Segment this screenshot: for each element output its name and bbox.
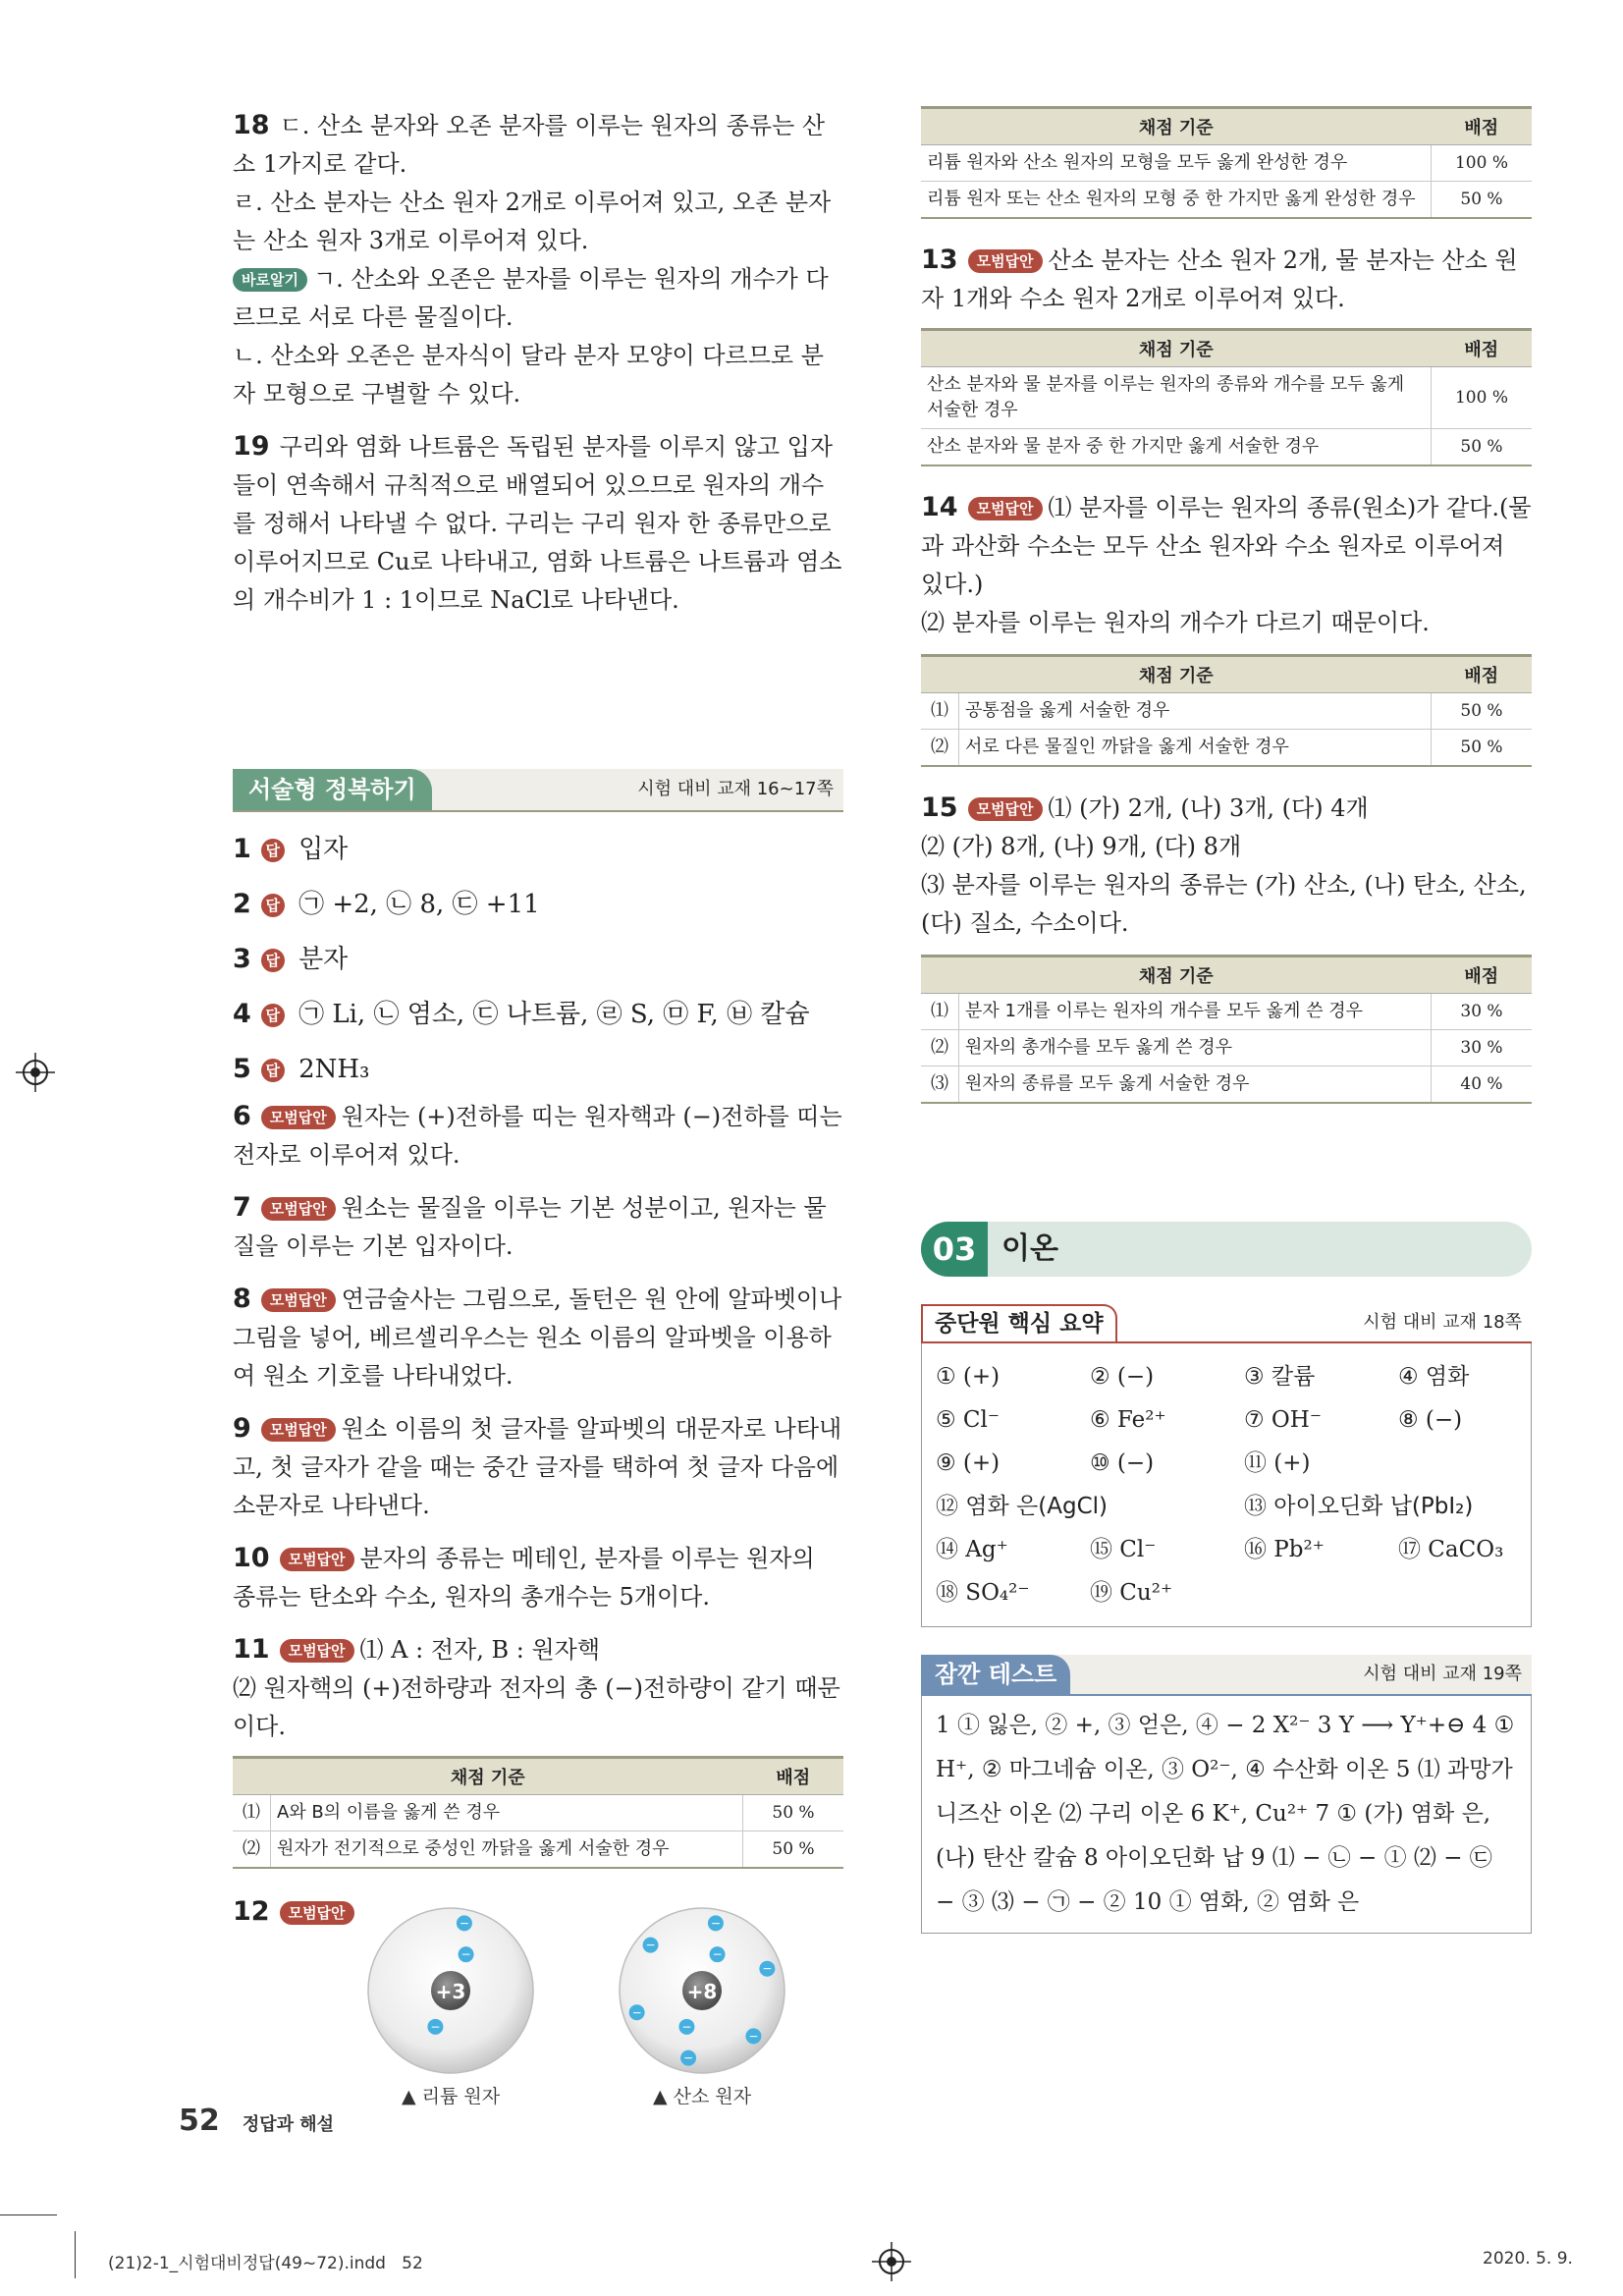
answer-text: ㉠ +2, ㉡ 8, ㉢ +11	[298, 890, 540, 919]
left-column	[233, 106, 843, 2107]
registration-mark-bottom	[872, 2242, 911, 2281]
summary-item: ⑧ (−)	[1398, 1407, 1463, 1433]
model-answer-badge: 모범답안	[261, 1288, 336, 1312]
scoring-table-14	[921, 654, 1532, 767]
answer-3	[233, 932, 843, 987]
section-header-essay	[233, 769, 843, 812]
table-row: ⑵ 원자의 총개수를 모두 옳게 쓴 경우 30 %	[921, 1030, 1532, 1066]
registration-mark-left	[16, 1053, 55, 1092]
table-header-points: 배점	[1432, 656, 1533, 693]
model-answer-badge: 모범답안	[968, 797, 1043, 821]
summary-item: ⑬ 아이오딘화 납(PbI₂)	[1244, 1494, 1474, 1519]
right-column	[921, 106, 1532, 1934]
q15-line2: ⑵ (가) 8개, (나) 9개, (다) 8개	[921, 833, 1242, 860]
summary-item: ⑲ Cu²⁺	[1090, 1580, 1173, 1606]
table-row: 리튬 원자 또는 산소 원자의 모형 중 한 가지만 옳게 완성한 경우 50 %	[921, 182, 1532, 219]
table-header-criteria: 채점 기준	[233, 1758, 743, 1795]
answer-number: 5	[233, 1054, 251, 1084]
summary-item: ⑦ OH⁻	[1244, 1407, 1322, 1433]
quick-test-answers: 1 ① 잃은, ② +, ③ 얻은, ④ − 2 X²⁻ 3 Y ⟶ Y⁺+⊖ 4 ① H⁺, ② 마그네슘 이온, ③ O²⁻, ④ 수산화 이온 5 ⑴ 과망가니즈산 이온 ⑵ 구리 이온 6 K⁺, Cu²⁺ 7 ① (가) 염화 은, (나) 탄산 칼슘 8 아이오딘화 납 9 ⑴ − ㉡ − ① ⑵ − ㉢ − ③ ⑶ − ㉠ − ② 10 ① 염화, ② 염화 은	[921, 1696, 1532, 1934]
q9-text: 원소 이름의 첫 글자를 알파벳의 대문자로 나타내고, 첫 글자가 같을 때는 중간 글자를 택하여 첫 글자 다음에 소문자로 나타낸다.	[233, 1415, 842, 1519]
question-number: 7	[233, 1192, 251, 1223]
table-row: 산소 분자와 물 분자를 이루는 원자의 종류와 개수를 모두 옳게 서술한 경우 100 %	[921, 367, 1532, 429]
scoring-table-12	[921, 106, 1532, 219]
q14-line2: ⑵ 분자를 이루는 원자의 개수가 다르기 때문이다.	[921, 609, 1430, 636]
oxygen-atom-model	[620, 1908, 784, 2107]
model-answer-badge: 모범답안	[261, 1197, 336, 1221]
print-date: 2020. 5. 9.	[1483, 2249, 1573, 2269]
q18-line2: ㄹ. 산소 분자는 산소 원자 2개로 이루어져 있고, 오존 분자는 산소 원자 3개로 이루어져 있다.	[233, 189, 832, 254]
file-info: (21)2-1_시험대비정답(49~72).indd 52	[108, 2254, 423, 2273]
question-number: 8	[233, 1284, 251, 1314]
answer-number: 2	[233, 889, 251, 919]
question-number: 18	[233, 110, 270, 140]
table-row: 리튬 원자와 산소 원자의 모형을 모두 옳게 완성한 경우 100 %	[921, 145, 1532, 182]
summary-item: ⑥ Fe²⁺	[1090, 1407, 1166, 1433]
summary-item: ⑭ Ag⁺	[936, 1537, 1008, 1562]
answer-badge: 답	[261, 894, 285, 917]
q15-line1: ⑴ (가) 2개, (나) 3개, (다) 4개	[1048, 794, 1369, 822]
table-header-points: 배점	[1432, 330, 1533, 367]
summary-item: ⑰ CaCO₃	[1398, 1537, 1504, 1562]
electron-sign: −	[631, 2005, 642, 2020]
question-number: 14	[921, 492, 958, 522]
summary-item: ① (+)	[936, 1364, 1001, 1390]
summary-item: ⑫ 염화 은(AgCl)	[936, 1494, 1109, 1519]
electron-sign: −	[645, 1938, 656, 1952]
question-18	[233, 106, 843, 413]
atom-caption: ▲ 산소 원자	[652, 2086, 752, 2107]
summary-reference: 시험 대비 교재 18쪽	[1363, 1312, 1522, 1333]
question-14	[921, 488, 1532, 767]
section-reference: 시험 대비 교재 16~17쪽	[637, 779, 834, 799]
summary-box	[921, 1304, 1532, 1627]
q11-line1: ⑴ A : 전자, B : 원자핵	[359, 1636, 601, 1664]
quick-test-header	[921, 1655, 1532, 1696]
answer-number: 4	[233, 999, 251, 1029]
question-13	[921, 241, 1532, 466]
answer-text: 입자	[298, 835, 349, 864]
summary-item: ⑩ (−)	[1090, 1450, 1155, 1476]
question-9	[233, 1409, 843, 1525]
summary-item: ③ 칼륨	[1244, 1364, 1316, 1390]
page-footer	[179, 2104, 334, 2138]
model-answer-badge: 모범답안	[968, 249, 1043, 273]
question-number: 15	[921, 793, 958, 823]
model-answer-badge: 모범답안	[280, 1639, 354, 1663]
question-6	[233, 1097, 843, 1175]
table-header-points: 배점	[1432, 957, 1533, 994]
nucleus-charge: +8	[686, 1980, 718, 2003]
question-number: 19	[233, 431, 270, 462]
answer-1	[233, 822, 843, 877]
q18-line3: ㄱ. 산소와 오존은 분자를 이루는 원자의 개수가 다르므로 서로 다른 물질이다.	[233, 265, 829, 331]
q6-text: 원자는 (+)전하를 띠는 원자핵과 (−)전하를 띠는 전자로 이루어져 있다.	[233, 1103, 842, 1169]
question-15	[921, 789, 1532, 1104]
question-19	[233, 427, 843, 620]
question-number: 6	[233, 1101, 251, 1131]
answer-text: 2NH₃	[298, 1055, 370, 1084]
nucleus-charge: +3	[435, 1980, 466, 2003]
table-row: ⑶ 원자의 종류를 모두 옳게 서술한 경우 40 %	[921, 1066, 1532, 1104]
question-7	[233, 1188, 843, 1266]
summary-item: ⑪ (+)	[1244, 1450, 1311, 1476]
scoring-table-15	[921, 955, 1532, 1104]
electron-sign: −	[762, 1961, 773, 1976]
answer-2	[233, 877, 843, 932]
answer-text: 분자	[298, 945, 349, 974]
summary-item: ⑮ Cl⁻	[1090, 1537, 1157, 1562]
question-number: 13	[921, 245, 958, 275]
table-header-points: 배점	[743, 1758, 844, 1795]
model-answer-badge: 모범답안	[261, 1106, 336, 1129]
correction-badge: 바로알기	[233, 268, 307, 292]
electron-sign: −	[459, 1916, 469, 1931]
electron-sign: −	[460, 1947, 471, 1962]
chapter-header	[921, 1222, 1532, 1277]
table-row: ⑴ 분자 1개를 이루는 원자의 개수를 모두 옳게 쓴 경우 30 %	[921, 994, 1532, 1030]
table-row: ⑴ A와 B의 이름을 옳게 쓴 경우 50 %	[233, 1795, 843, 1831]
question-number: 12	[233, 1896, 270, 1927]
electron-sign: −	[430, 2019, 441, 2034]
question-10	[233, 1539, 843, 1616]
electron-sign: −	[681, 2019, 692, 2034]
question-number: 9	[233, 1413, 251, 1444]
q14-line1: ⑴ 분자를 이루는 원자의 종류(원소)가 같다.(물과 과산화 수소는 모두 산소 원자와 수소 원자로 이루어져 있다.)	[921, 494, 1532, 598]
table-row: 산소 분자와 물 분자 중 한 가지만 옳게 서술한 경우 50 %	[921, 429, 1532, 466]
q15-line3: ⑶ 분자를 이루는 원자의 종류는 (가) 산소, (나) 탄소, 산소, (다) 질소, 수소이다.	[921, 871, 1527, 937]
q10-text: 분자의 종류는 메테인, 분자를 이루는 원자의 종류는 탄소와 수소, 원자의 총개수는 5개이다.	[233, 1545, 815, 1611]
answer-badge: 답	[261, 1004, 285, 1027]
q8-text: 연금술사는 그림으로, 돌턴은 원 안에 알파벳이나 그림을 넣어, 베르셀리우스는 원소 이름의 알파벳을 이용하여 원소 기호를 나타내었다.	[233, 1285, 842, 1390]
page-number: 52	[179, 2104, 220, 2138]
q19-text: 구리와 염화 나트륨은 독립된 분자를 이루지 않고 입자들이 연속해서 규칙적으로 배열되어 있으므로 원자의 개수를 정해서 나타낼 수 없다. 구리는 구리 원자 한 종류만으로 이루어지므로 Cu로 나타내고, 염화 나트륨은 나트륨과 염소의 개수비가 1 : 1이므로 NaCl로 나타낸다.	[233, 433, 842, 614]
electron-sign: −	[710, 1916, 721, 1931]
chapter-number: 03	[921, 1222, 988, 1277]
answer-badge: 답	[261, 949, 285, 972]
q7-text: 원소는 물질을 이루는 기본 성분이고, 원자는 물질을 이루는 기본 입자이다.	[233, 1194, 827, 1260]
answer-number: 1	[233, 834, 251, 864]
table-row: ⑵ 원자가 전기적으로 중성인 까닭을 옳게 서술한 경우 50 %	[233, 1831, 843, 1869]
electron-sign: −	[683, 2050, 694, 2065]
summary-title: 중단원 핵심 요약	[921, 1304, 1117, 1341]
q18-line1: ㄷ. 산소 분자와 오존 분자를 이루는 원자의 종류는 산소 1가지로 같다.	[233, 112, 826, 178]
quick-test-reference: 시험 대비 교재 19쪽	[1363, 1664, 1522, 1684]
atom-caption: ▲ 리튬 원자	[401, 2086, 501, 2107]
summary-item: ② (−)	[1090, 1364, 1155, 1390]
answer-text: ㉠ Li, ㉡ 염소, ㉢ 나트륨, ㉣ S, ㉤ F, ㉥ 칼슘	[298, 1000, 810, 1029]
table-row: ⑴ 공통점을 옳게 서술한 경우 50 %	[921, 693, 1532, 730]
model-answer-badge: 모범답안	[280, 1548, 354, 1571]
summary-item: ⑨ (+)	[936, 1450, 1001, 1476]
answer-number: 3	[233, 944, 251, 974]
summary-body	[921, 1343, 1532, 1627]
electron-sign: −	[748, 2029, 759, 2044]
question-8	[233, 1280, 843, 1395]
answer-4	[233, 987, 843, 1042]
scoring-table-13	[921, 328, 1532, 466]
scoring-table-11	[233, 1756, 843, 1869]
q11-line2: ⑵ 원자핵의 (+)전하량과 전자의 총 (−)전하량이 같기 때문이다.	[233, 1674, 840, 1740]
quick-test-title: 잠깐 테스트	[921, 1655, 1070, 1694]
table-header-criteria: 채점 기준	[921, 108, 1432, 145]
crop-mark	[75, 2231, 76, 2278]
page-label: 정답과 해설	[242, 2114, 335, 2135]
table-header-criteria: 채점 기준	[921, 957, 1432, 994]
q13-text: 산소 분자는 산소 원자 2개, 물 분자는 산소 원자 1개와 수소 원자 2개로 이루어져 있다.	[921, 246, 1518, 312]
question-11	[233, 1630, 843, 1869]
lithium-atom-model	[368, 1908, 533, 2107]
atom-models-figure	[233, 1892, 843, 2118]
table-row: ⑵ 서로 다른 물질인 까닭을 옳게 서술한 경우 50 %	[921, 730, 1532, 767]
summary-grid	[936, 1355, 1517, 1614]
model-answer-badge: 모범답안	[261, 1418, 336, 1442]
table-header-points: 배점	[1432, 108, 1533, 145]
answer-list	[233, 822, 843, 1097]
question-number: 11	[233, 1634, 270, 1665]
summary-item: ⑤ Cl⁻	[936, 1407, 1001, 1433]
question-12	[233, 1892, 843, 2107]
answer-badge: 답	[261, 839, 285, 862]
crop-mark	[0, 2214, 57, 2215]
summary-header	[921, 1304, 1532, 1343]
answer-badge: 답	[261, 1059, 285, 1082]
q18-line4: ㄴ. 산소와 오존은 분자식이 달라 분자 모양이 다르므로 분자 모형으로 구별할 수 있다.	[233, 342, 824, 408]
answer-5	[233, 1042, 843, 1097]
question-number: 10	[233, 1543, 270, 1573]
summary-item: ④ 염화	[1398, 1364, 1470, 1390]
summary-item: ⑯ Pb²⁺	[1244, 1537, 1325, 1562]
model-answer-badge: 모범답안	[280, 1901, 354, 1925]
quick-test-box	[921, 1655, 1532, 1934]
table-header-criteria: 채점 기준	[921, 330, 1432, 367]
table-header-criteria: 채점 기준	[921, 656, 1432, 693]
summary-item: ⑱ SO₄²⁻	[936, 1580, 1030, 1606]
section-title: 서술형 정복하기	[233, 769, 432, 810]
model-answer-badge: 모범답안	[968, 497, 1043, 520]
chapter-title: 이온	[1001, 1231, 1058, 1266]
electron-sign: −	[712, 1947, 723, 1962]
